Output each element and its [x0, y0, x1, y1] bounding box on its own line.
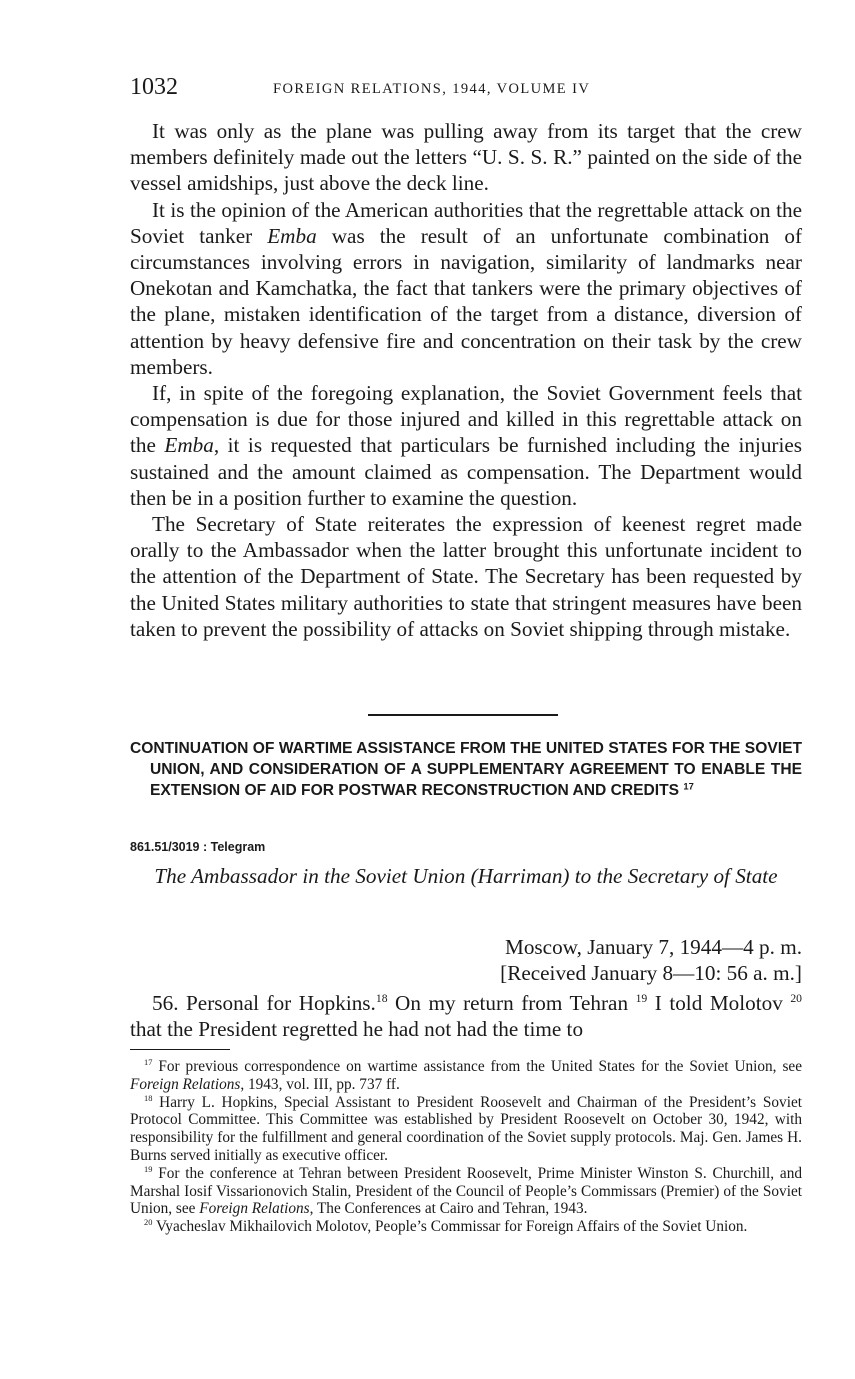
footnote-text: For previous correspondence on wartime assistance from the United States for the Soviet Union, see	[152, 1058, 802, 1075]
paragraph-3-text-b: , it is requested that particulars be furnished including the injuries sustained and the amount claimed as compensation. The Department would then be in a position further to examine the question.	[130, 433, 803, 510]
footnote-number: 18	[144, 1093, 153, 1103]
ship-name: Emba	[164, 433, 214, 458]
footnote-18	[130, 1094, 802, 1165]
dateline: Moscow, January 7, 1944—4 p. m.	[505, 935, 802, 959]
footnote-text: Harry L. Hopkins, Special Assistant to President Roosevelt and Chairman of the President’s Soviet Protocol Committee. This Committee was established by President Roosevelt on October 30, 1942, with responsibility for the fulfillment and general coordination of the Soviet supply protocols. Maj. Gen. James H. Burns served initially as executive officer.	[130, 1093, 802, 1164]
ship-name: Emba	[267, 223, 317, 248]
page-number: 1032	[130, 74, 178, 100]
section-heading-text: CONTINUATION OF WARTIME ASSISTANCE FROM THE UNITED STATES FOR THE SOVIET UNION, AND CONSIDERATION OF A SUPPLEMENTARY AGREEMENT TO ENABLE THE EXTENSION OF AID FOR POSTWAR RECONSTRUCTION AND CREDITS	[130, 740, 802, 799]
telegram-text	[130, 990, 802, 1042]
footnote-number: 20	[144, 1218, 153, 1228]
footnote-number: 19	[144, 1164, 153, 1174]
footnote-rule	[130, 1049, 230, 1050]
footnote-20	[130, 1218, 802, 1236]
paragraph-2-text-b: was the result of an unfortunate combination of circumstances involving errors in navigation, similarity of landmarks near Onekotan and Kamchatka, the fact that tankers were the primary objectives of the plane, mistaken identification of the target from a distance, diversion of attention by heavy defensive fire and concentration on their task by the crew members.	[130, 223, 803, 379]
telegram-text-d: that the President regretted he had not had the time to	[130, 1017, 584, 1042]
footnote-number: 17	[144, 1058, 153, 1068]
footnote-ref: 18	[375, 991, 388, 1005]
dateline-block	[500, 934, 802, 986]
footnote-text: Vyacheslav Mikhailovich Molotov, People’s Commissar for Foreign Affairs of the Soviet Union.	[152, 1218, 748, 1236]
footnote-text: For the conference at Tehran between President Roosevelt, Prime Minister Winston S. Churchill, and Marshal Iosif Vissarionovich Stalin, President of the Council of People’s Commissars (Premier) of the Soviet Union, see	[130, 1164, 802, 1218]
file-reference: 861.51/3019 : Telegram	[130, 840, 266, 854]
footnotes	[130, 1058, 802, 1236]
footnote-ref: 17	[683, 781, 694, 792]
paragraph-2-text-a: It is the opinion of the American authorities that the regrettable attack on the Soviet tanker	[130, 197, 802, 248]
paragraph-2	[130, 197, 802, 380]
telegram-text-c: I told Molotov	[647, 991, 791, 1015]
page-header	[130, 74, 810, 104]
footnote-text: , 1943, vol. III, pp. 737 ff.	[240, 1075, 400, 1093]
footnote-text: , The Conferences at Cairo and Tehran, 1943.	[309, 1200, 588, 1218]
received-line: [Received January 8—10: 56 a. m.]	[500, 961, 802, 985]
footnote-italic: Foreign Relations	[199, 1200, 310, 1218]
section-heading	[130, 738, 802, 801]
paragraph-4: The Secretary of State reiterates the expression of keenest regret made orally to the Ambassador when the latter brought this unfortunate incident to the attention of the Department of State. The Secretary has been requested by the United States military authorities to state that stringent measures have been taken to prevent the possibility of attacks on Soviet shipping through mistake.	[130, 512, 802, 641]
footnote-italic: Foreign Relations	[130, 1075, 241, 1093]
footnote-17	[130, 1058, 802, 1094]
document-title: The Ambassador in the Soviet Union (Harriman) to the Secretary of State	[154, 864, 778, 888]
telegram-text-a: 56. Personal for Hopkins.	[152, 991, 376, 1015]
paragraph-3-text-a: If, in spite of the foregoing explanation, the Soviet Government feels that compensation is due for those injured and killed in this regrettable attack on the	[130, 381, 802, 458]
running-head: FOREIGN RELATIONS, 1944, VOLUME IV	[273, 81, 591, 97]
footnote-ref: 20	[790, 991, 802, 1005]
paragraph-1: It was only as the plane was pulling away from its target that the crew members definitely made out the letters “U. S. S. R.” painted on the side of the vessel amidships, just above the deck line.	[130, 119, 802, 196]
telegram-text-b: On my return from Tehran	[387, 991, 636, 1015]
footnote-ref: 19	[635, 991, 648, 1005]
telegram-paragraph	[130, 990, 802, 1042]
section-divider	[368, 714, 558, 716]
paragraph-3	[130, 380, 802, 511]
footnote-19	[130, 1165, 802, 1218]
body-text	[130, 118, 802, 642]
